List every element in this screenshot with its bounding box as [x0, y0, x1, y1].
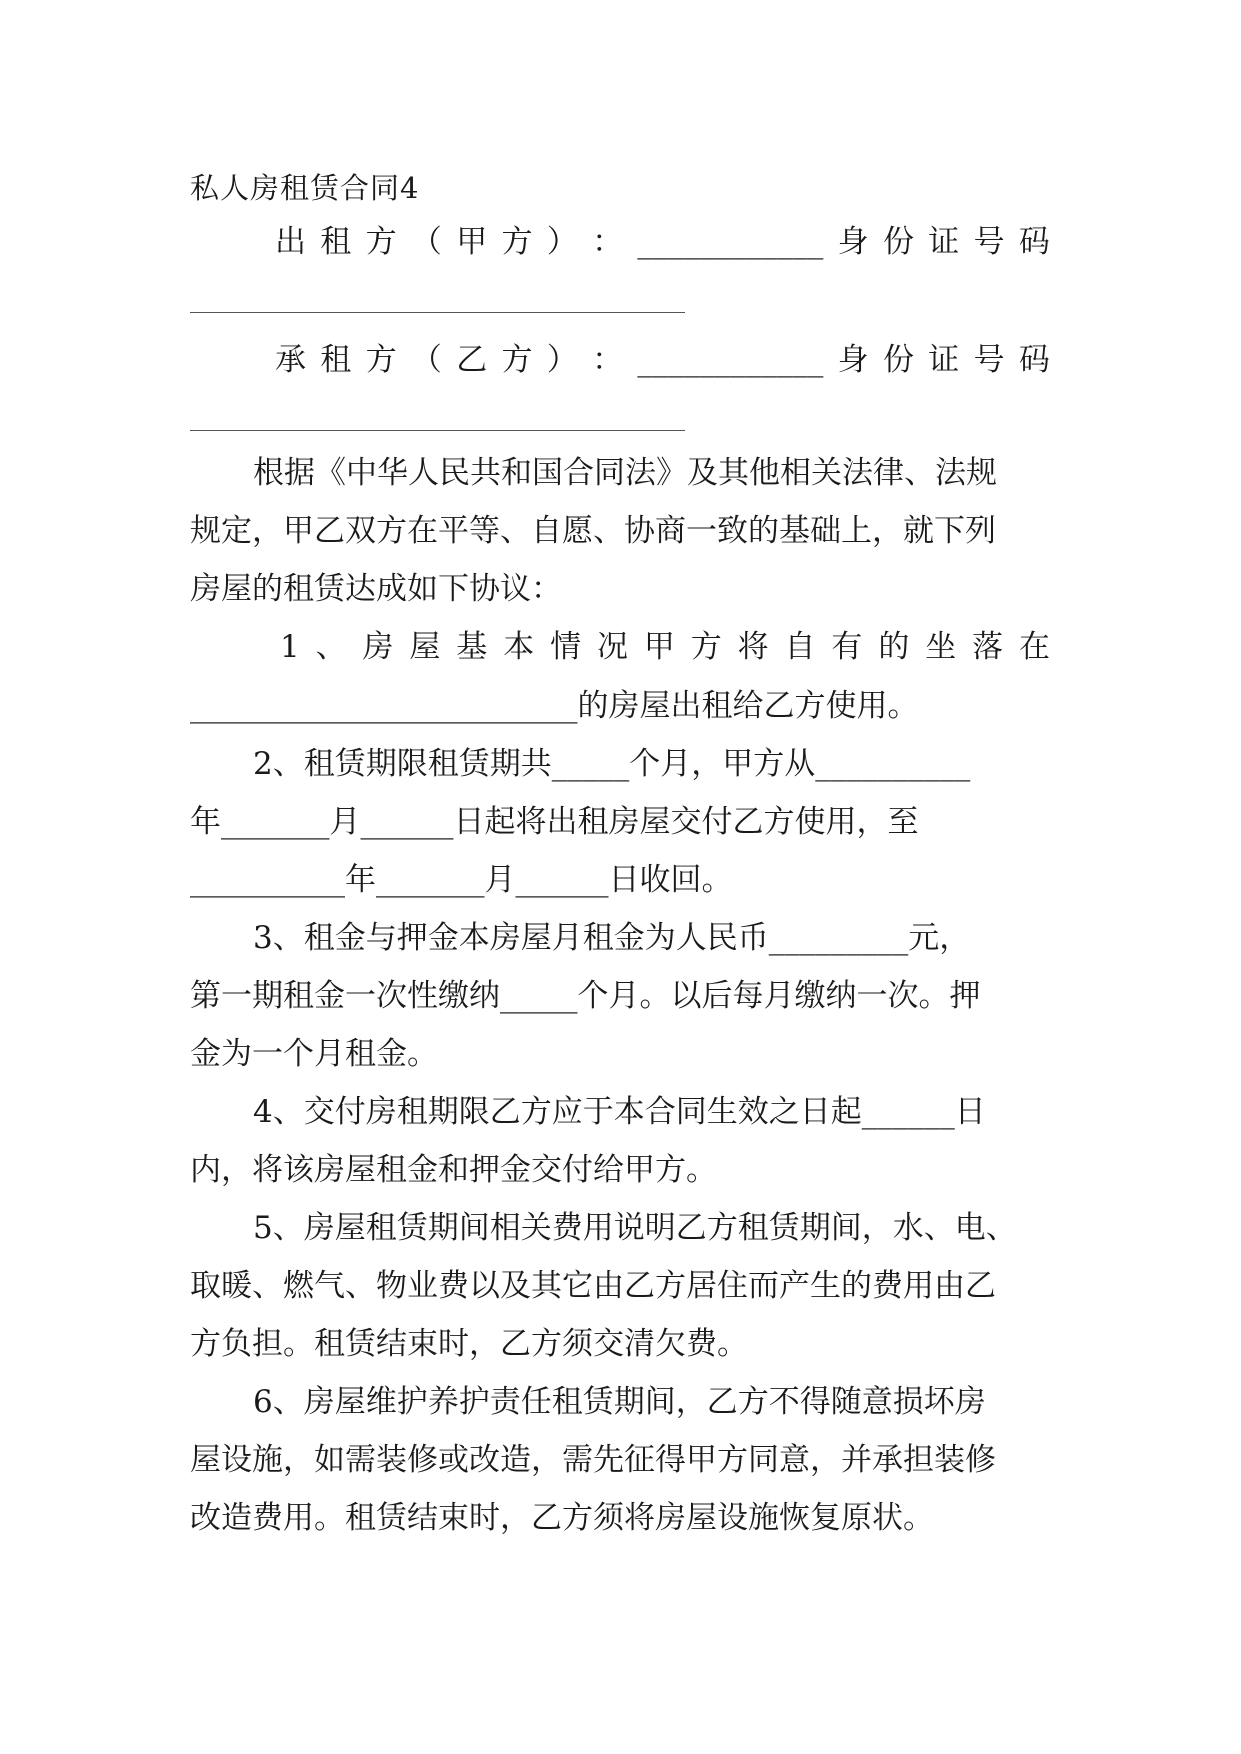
clause-6-line-1: 6、房屋维护养护责任租赁期间，乙方不得随意损坏房	[253, 1384, 986, 1420]
document-title: 私人房租赁合同4	[190, 171, 420, 205]
clause-3-line-1: 3、租金与押金本房屋月租金为人民币_________元，	[253, 920, 971, 956]
clause-2-line-2: 年_______月______日起将出租房屋交付乙方使用，至	[190, 804, 919, 840]
preamble-line-1: 根据《中华人民共和国合同法》及其他相关法律、法规	[253, 455, 997, 491]
party-b-id-blank	[190, 430, 685, 431]
party-b-line: 承 租 方 （ 乙 方 ） ： ____________ 身 份 证 号 码	[275, 342, 1050, 378]
clause-2-line-3: __________年_______月______日收回。	[190, 862, 733, 898]
clause-5-line-1: 5、房屋租赁期间相关费用说明乙方租赁期间，水、电、	[253, 1210, 1017, 1246]
party-a-id-blank	[190, 312, 685, 313]
clause-1-line-1: 1 、 房 屋 基 本 情 况 甲 方 将 自 有 的 坐 落 在	[280, 629, 1050, 665]
clause-5-line-2: 取暖、燃气、物业费以及其它由乙方居住而产生的费用由乙	[190, 1268, 996, 1304]
clause-6-line-2: 屋设施，如需装修或改造，需先征得甲方同意，并承担装修	[190, 1442, 996, 1478]
clause-6-line-3: 改造费用。租赁结束时，乙方须将房屋设施恢复原状。	[190, 1500, 934, 1536]
clause-1-line-2: _________________________的房屋出租给乙方使用。	[190, 688, 919, 724]
preamble-line-3: 房屋的租赁达成如下协议：	[190, 571, 562, 607]
party-a-line: 出 租 方 （ 甲 方 ） ： ____________ 身 份 证 号 码	[275, 224, 1050, 260]
clause-3-line-2: 第一期租金一次性缴纳_____个月。以后每月缴纳一次。押	[190, 978, 981, 1014]
clause-4-line-1: 4、交付房租期限乙方应于本合同生效之日起______日	[253, 1094, 986, 1130]
clause-2-line-1: 2、租赁期限租赁期共_____个月，甲方从__________	[253, 746, 971, 782]
clause-5-line-3: 方负担。租赁结束时，乙方须交清欠费。	[190, 1326, 748, 1362]
preamble-line-2: 规定，甲乙双方在平等、自愿、协商一致的基础上，就下列	[190, 513, 996, 549]
clause-3-line-3: 金为一个月租金。	[190, 1036, 438, 1072]
clause-4-line-2: 内，将该房屋租金和押金交付给甲方。	[190, 1152, 717, 1188]
